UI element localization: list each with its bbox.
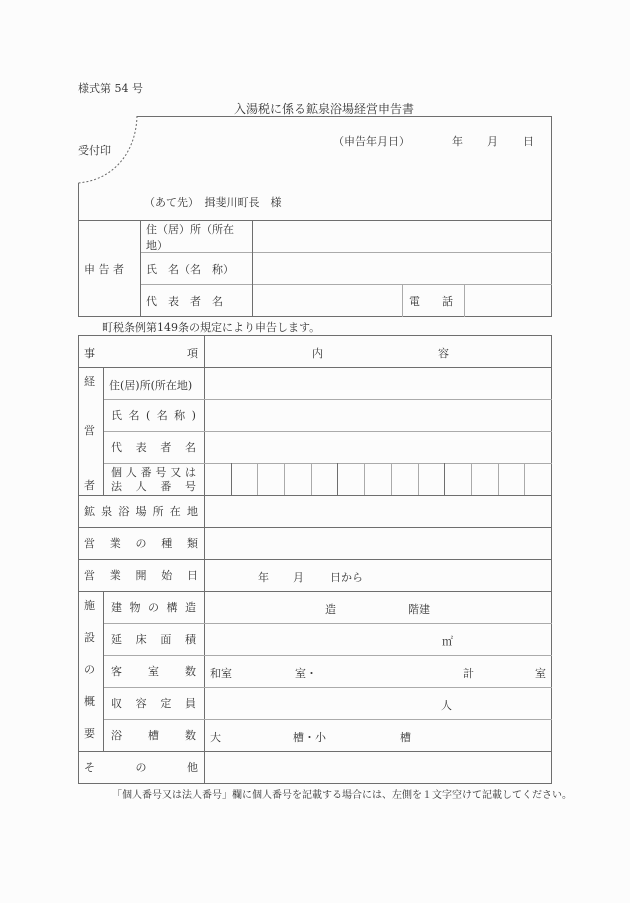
label-char: ) (191, 408, 196, 422)
declarant-address-label: 住（居）所（所在地） (146, 222, 234, 252)
declarant-name-label: 氏 名（名 称） (146, 262, 234, 276)
label-char: 積 (184, 633, 196, 646)
phone-field[interactable] (465, 285, 551, 316)
facility-group-char: 設 (84, 631, 95, 644)
tubs-label (111, 719, 196, 751)
label-char: 者 (160, 441, 172, 454)
label-char: ( (145, 408, 151, 422)
individual-number-label-line2 (111, 478, 196, 493)
table1-right-border (551, 116, 552, 317)
phone-label: 電 話 (409, 294, 453, 308)
label-char: 類 (187, 537, 198, 550)
individual-number-digit-box[interactable] (285, 464, 311, 495)
label-char: 他 (187, 761, 198, 774)
operator-name-field[interactable] (205, 400, 551, 431)
header-item-char-1: 事 (84, 347, 95, 360)
label-char: 営 (84, 569, 95, 582)
label-char: 代 (111, 441, 122, 454)
label-char: 建 (111, 601, 122, 614)
operator-name-label (111, 399, 196, 431)
label-char: 号 (184, 479, 196, 493)
label-char: 営 (84, 537, 95, 550)
rooms-label (111, 655, 196, 687)
operator-rep-field[interactable] (205, 432, 551, 463)
operator-group-divider (103, 367, 104, 495)
label-char: 所 (152, 505, 164, 518)
filing-date-month: 月 (487, 135, 498, 148)
declarant-name-field[interactable] (253, 253, 551, 284)
label-char: 開 (135, 569, 147, 582)
label-char: 構 (166, 601, 178, 614)
individual-number-digit-box[interactable] (445, 464, 471, 495)
label-char: 造 (185, 601, 196, 614)
floor-area-label (111, 623, 196, 655)
label-char: 床 (135, 633, 147, 646)
filing-date-day: 日 (523, 135, 534, 148)
operator-address-field[interactable] (205, 368, 551, 399)
filing-date-label: （申告年月日） (333, 135, 410, 148)
label-char: 槽 (148, 729, 159, 742)
label-char: 泉 (101, 505, 113, 518)
label-char: の (135, 537, 147, 550)
start-date-day-from: 日から (330, 571, 363, 584)
label-char: 氏 (111, 409, 122, 422)
label-char: 延 (111, 633, 122, 646)
structure-floors: 階建 (408, 603, 430, 616)
table2-bottom-border (78, 783, 552, 784)
label-char: そ (84, 761, 95, 774)
label-char: 号 (155, 465, 167, 479)
label-char: 表 (135, 441, 147, 454)
individual-number-digit-box[interactable] (472, 464, 498, 495)
operator-group-char: 者 (84, 479, 95, 492)
other-label (84, 751, 198, 783)
label-char: 場 (135, 505, 147, 518)
individual-number-digit-box[interactable] (419, 464, 445, 495)
addressee: （あて先） 揖斐川町長 様 (144, 196, 282, 209)
label-char: 番 (160, 479, 172, 493)
capacity-label (111, 687, 196, 719)
individual-number-label-line1 (111, 464, 196, 479)
rooms-total: 計 (463, 667, 474, 680)
label-char: 在 (169, 505, 181, 518)
start-date-year: 年 (258, 571, 269, 584)
form-number: 様式第 54 号 (78, 82, 143, 95)
individual-number-digit-box[interactable] (232, 464, 258, 495)
floor-area-unit: ㎡ (442, 635, 453, 648)
label-char: 鉱 (84, 505, 95, 518)
individual-number-digit-box[interactable] (258, 464, 284, 495)
label-char: 称 (174, 409, 186, 422)
rooms-room-dot: 室・ (295, 667, 317, 680)
label-char: 種 (161, 537, 173, 550)
individual-number-digit-box[interactable] (312, 464, 338, 495)
label-char: は (184, 465, 196, 479)
bath-location-label (84, 495, 198, 527)
capacity-unit: 人 (441, 699, 452, 712)
table1-left-border (78, 183, 79, 317)
bath-location-field[interactable] (205, 496, 551, 527)
table1-top-border (137, 116, 552, 117)
label-char: 又 (170, 465, 182, 479)
footnote: 「個人番号又は法人番号」欄に個人番号を記載する場合には、左側を１文字空けて記載してください。 (112, 790, 572, 801)
start-date-month: 月 (293, 571, 304, 584)
label-char: 名 (184, 441, 196, 454)
label-char: 物 (129, 601, 141, 614)
other-field[interactable] (205, 752, 551, 783)
label-char: 業 (109, 537, 121, 550)
individual-number-digit-box[interactable] (499, 464, 525, 495)
label-char: 数 (185, 729, 196, 742)
label-char: 浴 (111, 729, 122, 742)
label-char: 法 (111, 479, 122, 493)
operator-group-char: 経 (84, 375, 95, 388)
label-char: の (148, 601, 159, 614)
declarant-rep-field[interactable] (253, 285, 402, 316)
header-item-char-2: 項 (187, 347, 198, 360)
facility-group-char: の (84, 663, 95, 676)
label-char: 日 (187, 569, 198, 582)
label-char: 定 (160, 697, 172, 710)
tubs-large: 大 (210, 731, 221, 744)
facility-group-divider (103, 591, 104, 751)
header-content-char-2: 容 (438, 347, 449, 360)
label-char: 始 (161, 569, 173, 582)
label-char: 人 (125, 465, 137, 479)
operator-address-label: 住(居)所(所在地) (109, 379, 193, 392)
label-char: 面 (160, 633, 172, 646)
tubs-tub: 槽 (400, 731, 411, 744)
receipt-stamp-label: 受付印 (78, 144, 111, 157)
divider (140, 220, 141, 317)
label-char: 員 (184, 697, 196, 710)
label-char: 容 (135, 697, 147, 710)
start-date-label (84, 559, 198, 591)
operator-rep-label (111, 431, 196, 463)
facility-group-char: 概 (84, 695, 95, 708)
rooms-japanese: 和室 (210, 667, 232, 680)
table2-top-border (78, 335, 552, 336)
label-char: 人 (135, 479, 147, 493)
table1-bottom-border (78, 316, 552, 317)
declarant-section-label: 申 告 者 (84, 262, 124, 276)
label-char: 室 (148, 665, 159, 678)
header-content-char-1: 内 (312, 347, 323, 360)
label-char: 客 (111, 665, 122, 678)
structure-zo: 造 (325, 603, 336, 616)
facility-group-char: 施 (84, 599, 95, 612)
label-char: 数 (185, 665, 196, 678)
individual-number-digit-box[interactable] (338, 464, 364, 495)
filing-date-year: 年 (452, 135, 463, 148)
divider (402, 284, 403, 317)
label-char: 名 (156, 409, 168, 422)
tubs-small: 槽・小 (293, 731, 326, 744)
declarant-address-field[interactable] (253, 221, 551, 252)
individual-number-digit-box[interactable] (525, 464, 551, 495)
label-char: 浴 (118, 505, 130, 518)
statement: 町税条例第149条の規定により申告します。 (102, 321, 321, 334)
declarant-rep-label: 代 表 者 名 (146, 294, 223, 308)
label-char: 名 (128, 409, 140, 422)
business-type-field[interactable] (205, 528, 551, 559)
business-type-label (84, 527, 198, 559)
label-char: の (135, 761, 147, 774)
form-title: 入湯税に係る鉱泉浴場経営申告書 (233, 102, 414, 116)
operator-group-char: 営 (84, 424, 95, 437)
rooms-room: 室 (535, 667, 546, 680)
label-char: 個 (111, 465, 122, 479)
label-char: 業 (109, 569, 121, 582)
label-char: 番 (140, 465, 152, 479)
facility-group-char: 要 (84, 727, 95, 740)
structure-label (111, 591, 196, 623)
individual-number-digit-box[interactable] (365, 464, 391, 495)
individual-number-digit-box[interactable] (392, 464, 418, 495)
label-char: 地 (186, 505, 198, 518)
label-char: 収 (111, 697, 122, 710)
individual-number-digit-box[interactable] (205, 464, 231, 495)
